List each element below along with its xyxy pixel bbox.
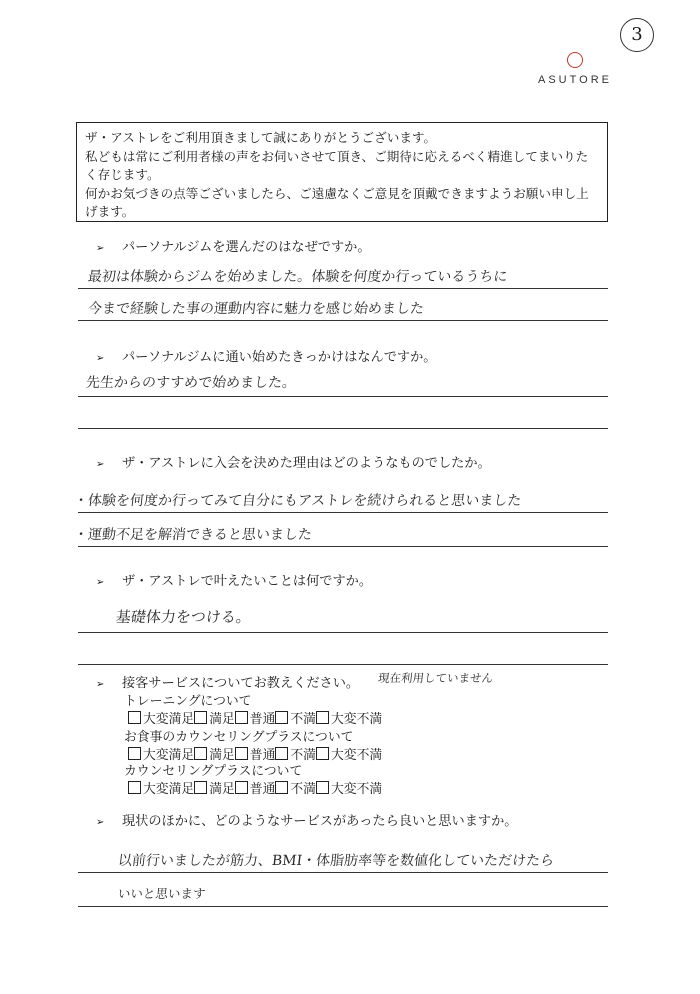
checkbox[interactable] — [128, 781, 141, 794]
answer-line — [78, 546, 608, 547]
answer-line — [78, 632, 608, 633]
arrow-icon: ➢ — [96, 679, 105, 690]
option-label: 不満 — [290, 782, 316, 797]
group-title-training: トレーニングについて — [124, 694, 252, 709]
intro-line: 私どもは常にご利用者様の声をお伺いさせて頂き、ご期待に応えるべく精進してまいりた — [85, 148, 589, 164]
group-title-counseling: カウンセリングプラスについて — [124, 764, 303, 779]
answer-text: ・体験を何度か行ってみて自分にもアストレを続けられると思いました — [73, 493, 523, 509]
answer-line — [78, 320, 608, 321]
option-label: 不満 — [290, 748, 316, 763]
checkbox[interactable] — [275, 711, 288, 724]
question-label: 接客サービスについてお教えください。 — [122, 676, 360, 691]
page-number: 3 — [620, 18, 654, 52]
answer-line — [78, 872, 608, 873]
handwritten-note: 現在利用していません — [377, 671, 494, 685]
answer-text: 最初は体験からジムを始めました。体験を何度か行っているうちに — [87, 269, 509, 285]
arrow-icon: ➢ — [96, 459, 105, 470]
option-label: 大変不満 — [330, 782, 383, 797]
checkbox[interactable] — [275, 747, 288, 760]
answer-text: 以前行いましたが筋力、BMI・体脂肪率等を数値化していただけたら — [117, 853, 555, 869]
option-label: 普通 — [249, 748, 276, 763]
checkbox[interactable] — [316, 781, 329, 794]
arrow-icon: ➢ — [96, 353, 105, 364]
option-label: 満足 — [209, 712, 235, 727]
arrow-icon: ➢ — [96, 817, 105, 828]
question-label: ザ・アストレに入会を決めた理由はどのようなものでしたか。 — [122, 456, 491, 471]
checkbox[interactable] — [128, 747, 141, 760]
question-trigger — [96, 346, 436, 365]
question-why-personal-gym — [96, 236, 371, 255]
answer-text: ・運動不足を解消できると思いました — [73, 527, 313, 543]
option-label: 満足 — [209, 782, 235, 797]
option-label: 大変満足 — [143, 712, 195, 727]
option-label: 不満 — [290, 712, 316, 727]
rating-options-training — [128, 708, 382, 727]
intro-line: げます。 — [85, 204, 135, 219]
checkbox[interactable] — [194, 747, 207, 760]
checkbox[interactable] — [316, 747, 329, 760]
option-label: 大変不満 — [330, 712, 383, 727]
group-title-meal-counseling: お食事のカウンセリングプラスについて — [124, 730, 354, 745]
checkbox[interactable] — [275, 781, 288, 794]
question-label: パーソナルジムを選んだのはなぜですか。 — [122, 240, 371, 255]
checkbox[interactable] — [235, 747, 248, 760]
checkbox[interactable] — [235, 781, 248, 794]
answer-line — [78, 512, 608, 513]
intro-line: ザ・アストレをご利用頂きまして誠にありがとうございます。 — [85, 130, 437, 145]
rating-options-counseling — [128, 778, 382, 797]
answer-line — [78, 664, 608, 665]
option-label: 普通 — [249, 712, 276, 727]
option-label: 大変不満 — [330, 748, 383, 763]
question-label: 現状のほかに、どのようなサービスがあったら良いと思いますか。 — [122, 814, 518, 829]
intro-box — [76, 122, 608, 222]
option-label: 普通 — [249, 782, 276, 797]
checkbox[interactable] — [235, 711, 248, 724]
option-label: 大変満足 — [143, 782, 195, 797]
brand-mark-icon — [567, 52, 583, 68]
option-label: 満足 — [209, 748, 235, 763]
answer-line — [78, 396, 608, 397]
question-goal — [96, 570, 372, 589]
answer-text: いいと思います — [117, 886, 207, 901]
intro-line: 何かお気づきの点等ございましたら、ご遠慮なくご意見を頂戴できますようお願い申し上 — [85, 185, 589, 201]
brand-name: ASUTORE — [538, 74, 612, 86]
brand-logo — [520, 52, 630, 86]
question-desired-services — [96, 810, 518, 829]
answer-text: 基礎体力をつける。 — [115, 608, 252, 626]
question-label: パーソナルジムに通い始めたきっかけはなんですか。 — [122, 350, 437, 365]
answer-line — [78, 288, 608, 289]
intro-line: く存じます。 — [85, 167, 160, 182]
option-label: 大変満足 — [143, 748, 195, 763]
arrow-icon: ➢ — [96, 577, 105, 588]
answer-line — [78, 428, 608, 429]
question-label: ザ・アストレで叶えたいことは何ですか。 — [122, 574, 373, 589]
arrow-icon: ➢ — [96, 243, 105, 254]
answer-text: 先生からのすすめで始めました。 — [85, 375, 297, 391]
answer-line — [78, 906, 608, 907]
answer-text: 今まで経験した事の運動内容に魅力を感じ始めました — [87, 301, 425, 317]
question-service — [96, 672, 359, 691]
checkbox[interactable] — [316, 711, 329, 724]
question-join-reason — [96, 452, 491, 471]
checkbox[interactable] — [194, 711, 207, 724]
checkbox[interactable] — [128, 711, 141, 724]
checkbox[interactable] — [194, 781, 207, 794]
